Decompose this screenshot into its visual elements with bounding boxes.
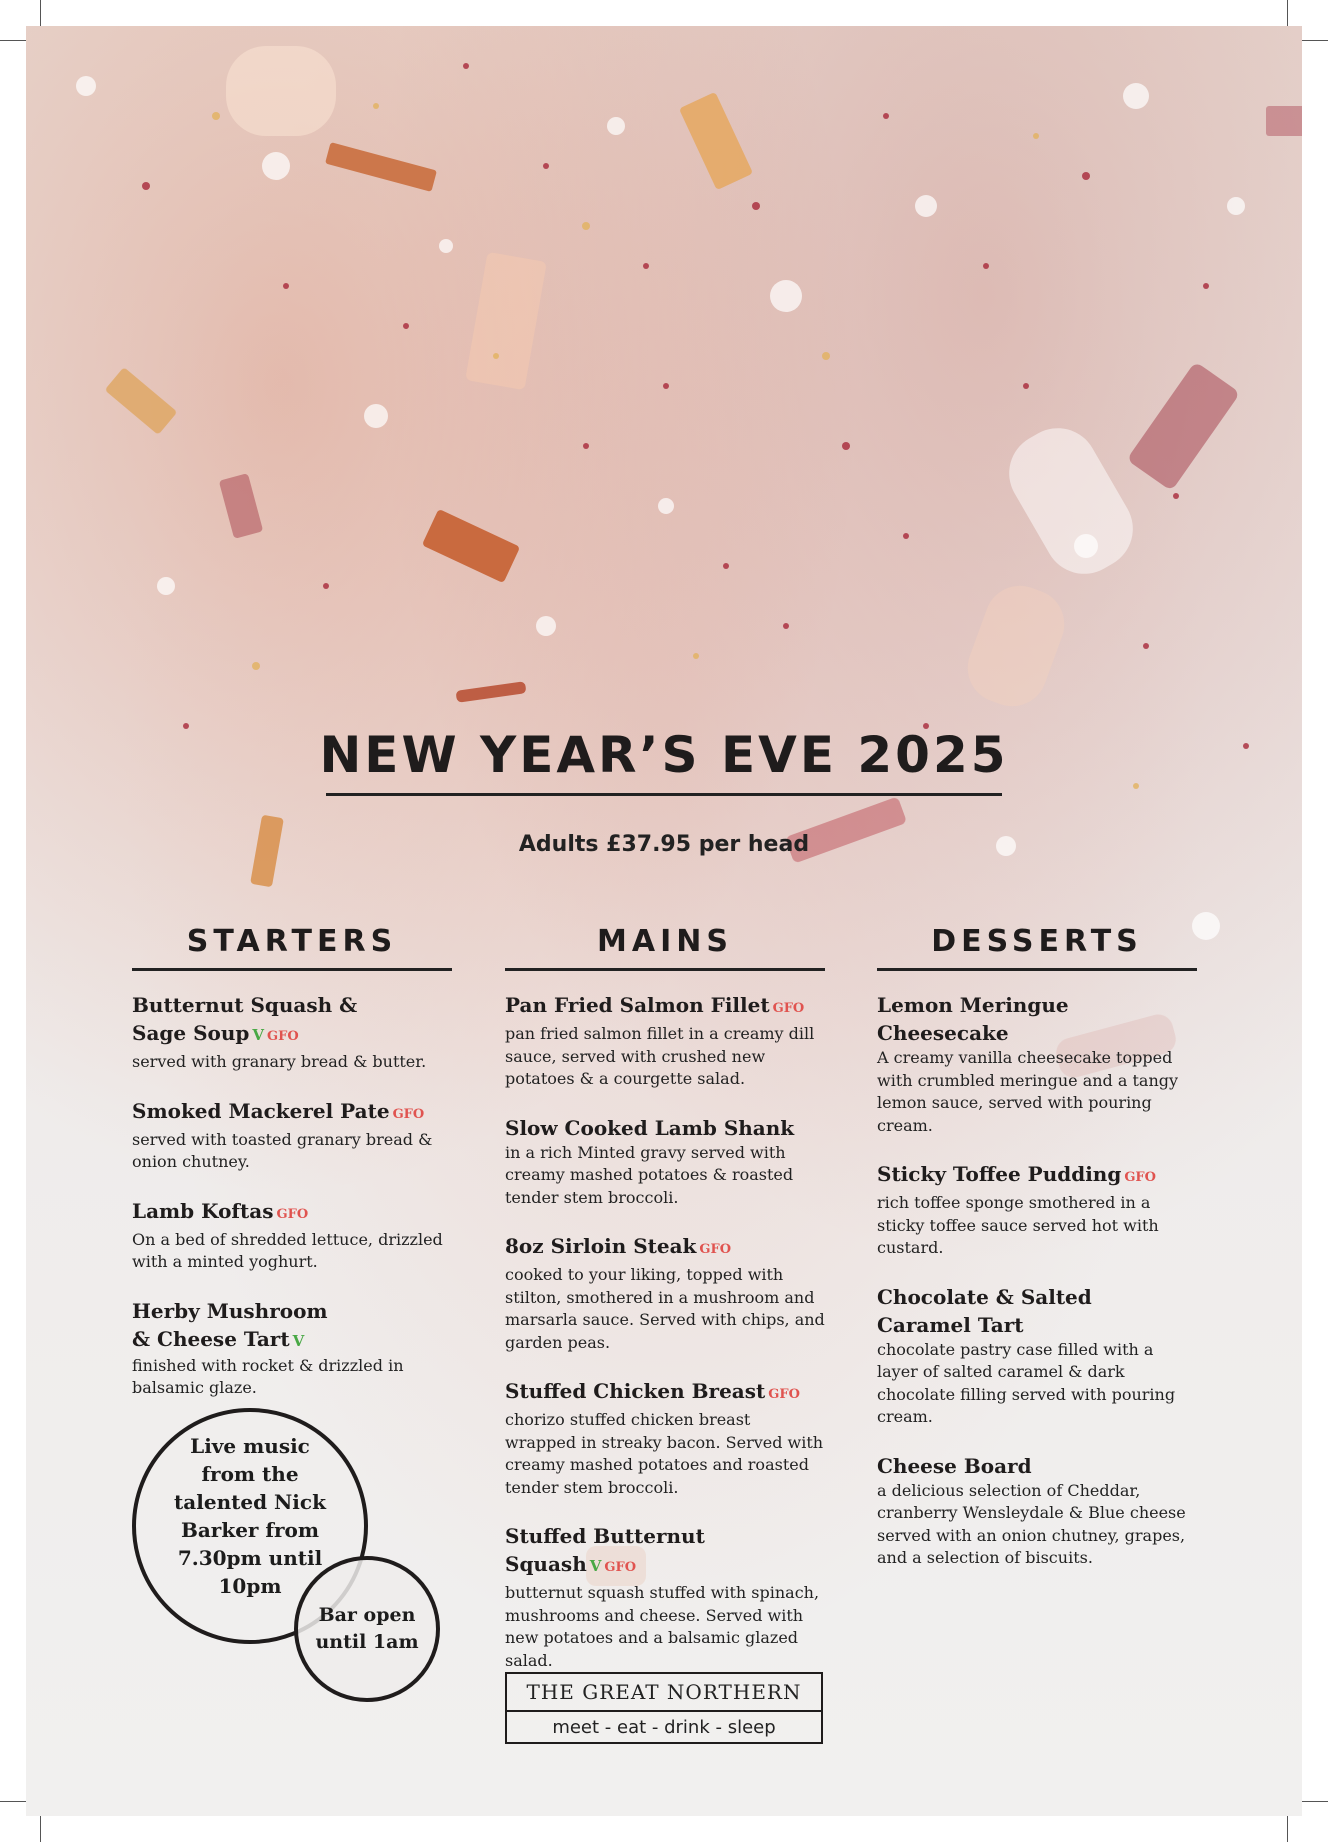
item-description: A creamy vanilla cheesecake topped with crumbled meringue and a tangy lemon sauce, served with pouring cream. [877, 1048, 1179, 1135]
menu-item [877, 991, 1197, 1137]
price-per-head: Adults £37.95 per head [518, 832, 810, 857]
item-name-line: Stuffed Butternut [505, 1524, 705, 1548]
item-name [132, 1297, 452, 1325]
item-name-line: Sage Soup [132, 1021, 250, 1045]
bar-hours-badge [294, 1556, 440, 1702]
brand-name: THE GREAT NORTHERN [507, 1674, 821, 1712]
crop-mark [1287, 0, 1288, 26]
item-name [132, 1019, 452, 1051]
gfo-tag: GFO [772, 1001, 805, 1016]
crop-mark [1302, 40, 1328, 41]
bar-hours-text: Bar open until 1am [315, 1604, 419, 1653]
item-description: a delicious selection of Cheddar, cranberry Wensleydale & Blue cheese served with an onion chutney, grapes, and a selection of biscuits. [877, 1480, 1186, 1567]
item-description: pan fried salmon fillet in a creamy dill sauce, served with crushed new potatoes & a courgette salad. [505, 1024, 815, 1088]
menu-item [505, 991, 825, 1091]
desserts-column [877, 920, 1197, 1593]
crop-mark [1287, 1816, 1288, 1842]
gfo-tag: GFO [768, 1387, 800, 1402]
gfo-tag: GFO [1124, 1170, 1156, 1185]
item-name-line: Cheese Board [877, 1453, 1032, 1478]
item-description: in a rich Minted gravy served with creamy mashed potatoes & roasted tender stem broccoli. [505, 1142, 794, 1207]
item-description: butternut squash stuffed with spinach, mushrooms and cheese. Served with new potatoes and a balsamic glazed salad. [505, 1583, 820, 1670]
item-name [505, 991, 825, 1023]
item-name [877, 991, 1197, 1047]
item-name-line: Smoked Mackerel Pate [132, 1098, 390, 1123]
gfo-tag: GFO [276, 1206, 309, 1222]
item-name [877, 1160, 1197, 1192]
item-name [877, 1452, 1197, 1480]
item-name [877, 1283, 1197, 1311]
item-description: chocolate pastry case filled with a layer of salted caramel & dark chocolate filling served with pouring cream. [877, 1339, 1176, 1426]
vegetarian-tag: V [252, 1026, 265, 1044]
item-description: finished with rocket & drizzled in balsamic glaze. [132, 1355, 404, 1397]
vegetarian-tag: V [589, 1557, 602, 1575]
item-name-line: Sticky Toffee Pudding [877, 1162, 1122, 1186]
menu-item [505, 1522, 825, 1672]
menu-item [132, 991, 452, 1074]
menu-item [505, 1114, 825, 1210]
crop-mark [1302, 1801, 1328, 1802]
event-title: NEW YEAR’S EVE 2025 [319, 726, 1009, 784]
item-name [132, 1197, 452, 1229]
item-name-line: Lamb Koftas [132, 1198, 274, 1223]
starters-heading: STARTERS [186, 924, 398, 959]
item-name-line: Caramel Tart [877, 1312, 1024, 1337]
crop-mark [0, 40, 26, 41]
item-name [877, 1311, 1197, 1339]
item-name [132, 991, 452, 1019]
item-name [132, 1097, 452, 1129]
menu-item [877, 1283, 1197, 1429]
item-name [505, 1114, 825, 1142]
item-name-line: Stuffed Chicken Breast [505, 1379, 766, 1403]
item-description: served with toasted granary bread & onion chutney. [132, 1129, 433, 1171]
menu-item [505, 1232, 825, 1354]
item-name [505, 1522, 825, 1550]
desserts-divider [877, 968, 1197, 971]
item-name-line: 8oz Sirloin Steak [505, 1234, 697, 1258]
item-name [505, 1550, 825, 1582]
menu-item [132, 1197, 452, 1274]
item-description: chorizo stuffed chicken breast wrapped in streaky bacon. Served with creamy mashed potatoes and roasted tender stem broccoli. [505, 1410, 824, 1497]
item-name-line: Squash [505, 1552, 587, 1576]
item-name-line: & Cheese Tart [132, 1326, 290, 1351]
item-description: On a bed of shredded lettuce, drizzled with a minted yoghurt. [132, 1229, 443, 1271]
crop-mark [40, 1816, 41, 1842]
brand-tagline: meet - eat - drink - sleep [552, 1717, 776, 1738]
item-name [505, 1377, 825, 1409]
crop-mark [0, 1801, 26, 1802]
item-name-line: Slow Cooked Lamb Shank [505, 1115, 795, 1140]
title-divider [326, 793, 1002, 796]
starters-divider [132, 968, 452, 971]
item-name-line: Chocolate & Salted [877, 1284, 1092, 1309]
item-description: rich toffee sponge smothered in a sticky toffee sauce served hot with custard. [877, 1193, 1159, 1257]
menu-item [132, 1297, 452, 1400]
gfo-tag: GFO [699, 1242, 732, 1257]
gfo-tag: GFO [267, 1029, 299, 1044]
gfo-tag: GFO [604, 1560, 637, 1575]
desserts-heading: DESSERTS [931, 924, 1143, 959]
mains-heading: MAINS [597, 924, 733, 959]
item-name-line: Herby Mushroom [132, 1298, 328, 1323]
mains-column [505, 920, 825, 1695]
menu-item [132, 1097, 452, 1174]
item-description: served with granary bread & butter. [132, 1052, 427, 1071]
vegetarian-tag: V [292, 1331, 305, 1350]
item-name [505, 1232, 825, 1264]
menu-page [26, 26, 1302, 1816]
item-name-line: Pan Fried Salmon Fillet [505, 993, 770, 1017]
menu-item [877, 1160, 1197, 1260]
menu-item [505, 1377, 825, 1499]
item-name-line: Butternut Squash & [132, 993, 358, 1017]
starters-column [132, 920, 452, 1423]
mains-divider [505, 968, 825, 971]
item-name [132, 1325, 452, 1355]
live-music-text: Live music from the talented Nick Barker from 7.30pm until 10pm [174, 1434, 326, 1598]
menu-item [877, 1452, 1197, 1570]
gfo-tag: GFO [392, 1106, 425, 1122]
item-description: cooked to your liking, topped with stilton, smothered in a mushroom and marsarla sauce. Served with chips, and garden peas. [505, 1265, 825, 1352]
brand-logo [505, 1672, 823, 1744]
item-name-line: Lemon Meringue Cheesecake [877, 993, 1069, 1045]
crop-mark [40, 0, 41, 26]
